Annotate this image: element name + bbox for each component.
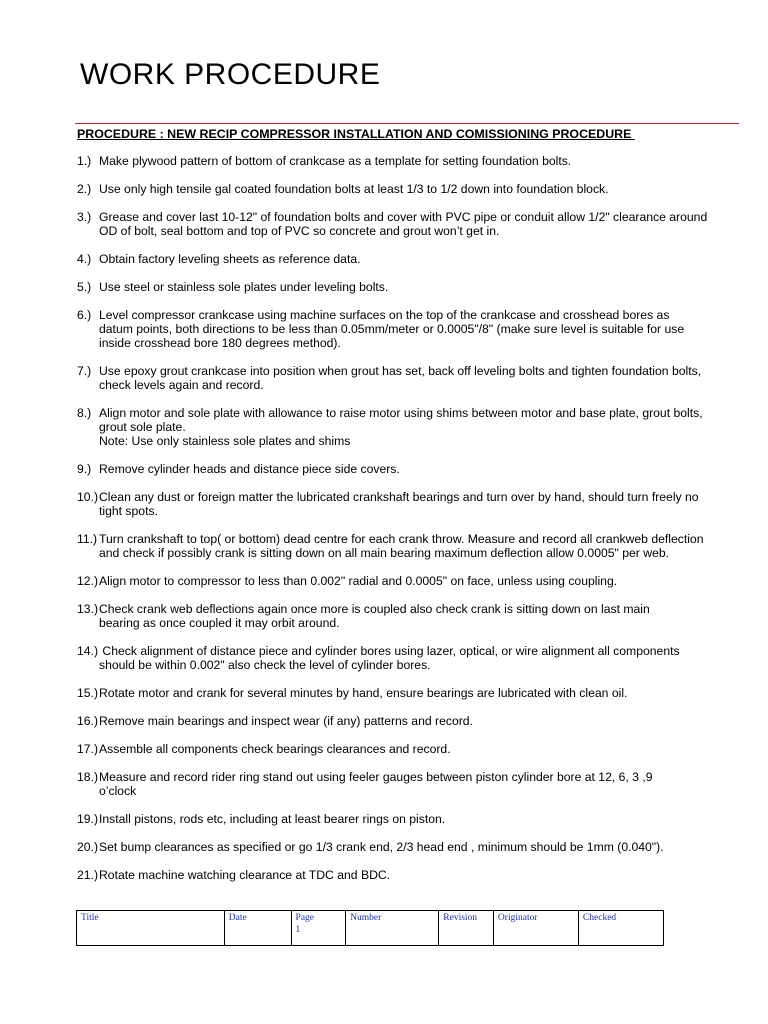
- step-text: [99, 602, 749, 630]
- document-title: WORK PROCEDURE: [80, 58, 381, 91]
- step-text-line: inside crosshead bore 180 degrees method).: [99, 336, 341, 351]
- step-text-line: Align motor to compressor to less than 0.002" radial and 0.0005" on face, unless using coupling.: [99, 574, 618, 588]
- step-text-line: Obtain factory leveling sheets as reference data.: [99, 252, 361, 266]
- step-text-line: Make plywood pattern of bottom of crankcase as a template for setting foundation bolts.: [99, 154, 572, 168]
- step-number: 14.): [77, 644, 99, 658]
- step-number: 8.): [77, 406, 92, 420]
- step-text: [99, 742, 749, 756]
- footer-originator-label: Originator: [497, 913, 538, 923]
- step-text-line: Install pistons, rods etc, including at least bearer rings on piston.: [99, 812, 446, 826]
- footer-checked-cell: [578, 911, 663, 946]
- step-text-line: and check if possibly crank is sitting down on all main bearing maximum deflection allow 0.0005" per web.: [99, 546, 669, 561]
- step-number: 10.): [77, 490, 99, 504]
- step-text-line: datum points, both directions to be less than 0.05mm/meter or 0.0005"/8" (make sure level is suitable for use: [99, 322, 685, 337]
- step-text: [99, 714, 749, 728]
- footer-page-cell: [291, 911, 346, 946]
- step-text-line: Check alignment of distance piece and cylinder bores using lazer, optical, or wire alignment all components: [99, 644, 680, 658]
- step-text: [99, 770, 749, 798]
- step-text-line: Use only high tensile gal coated foundation bolts at least 1/3 to 1/2 down into foundation block.: [99, 182, 609, 196]
- step-text-line: Rotate motor and crank for several minutes by hand, ensure bearings are lubricated with clean oil.: [99, 686, 628, 700]
- step-number: 5.): [77, 280, 92, 294]
- step-number: 2.): [77, 182, 92, 196]
- step-number: 21.): [77, 868, 99, 882]
- step-text-line: o’clock: [99, 784, 137, 799]
- step-text-line: Rotate machine watching clearance at TDC and BDC.: [99, 868, 391, 882]
- step-text-line: Level compressor crankcase using machine surfaces on the top of the crankcase and crosshead bores as: [99, 308, 670, 322]
- step-text-line: bearing as once coupled it may orbit around.: [99, 616, 340, 631]
- step-text: [99, 252, 749, 266]
- step-number: 3.): [77, 210, 92, 224]
- faint-header-mark: [560, 72, 730, 86]
- step-number: 1.): [77, 154, 92, 168]
- step-number: 4.): [77, 252, 92, 266]
- step-text: [99, 280, 749, 294]
- footer-page-label: Page: [295, 913, 314, 923]
- step-text-line: Note: Use only stainless sole plates and shims: [99, 434, 351, 449]
- footer-originator-cell: [493, 911, 578, 946]
- step-text: [99, 364, 749, 392]
- step-text-line: Assemble all components check bearings clearances and record.: [99, 742, 451, 756]
- step-number: 18.): [77, 770, 99, 784]
- step-text: [99, 644, 749, 672]
- step-text: [99, 490, 749, 518]
- step-text: [99, 574, 749, 588]
- step-number: 16.): [77, 714, 99, 728]
- step-number: 11.): [77, 532, 98, 546]
- step-text: [99, 210, 749, 238]
- footer-title-label: Title: [81, 913, 99, 923]
- step-text: [99, 840, 749, 854]
- step-text-line: Turn crankshaft to top( or bottom) dead centre for each crank throw. Measure and record all crankweb deflection: [99, 532, 704, 546]
- step-number: 7.): [77, 364, 92, 378]
- step-text: [99, 686, 749, 700]
- step-number: 9.): [77, 462, 92, 476]
- step-text-line: Use steel or stainless sole plates under leveling bolts.: [99, 280, 389, 294]
- step-text: [99, 812, 749, 826]
- footer-checked-label: Checked: [582, 913, 617, 923]
- procedure-heading: PROCEDURE : NEW RECIP COMPRESSOR INSTALLATION AND COMISSIONING PROCEDURE: [77, 127, 635, 141]
- step-text: [99, 868, 749, 882]
- step-number: 17.): [77, 742, 99, 756]
- footer-page-value: 1: [295, 925, 301, 935]
- step-number: 12.): [77, 574, 99, 588]
- step-text-line: Set bump clearances as specified or go 1/3 crank end, 2/3 head end , minimum should be 1mm (0.040").: [99, 840, 664, 854]
- step-text-line: Clean any dust or foreign matter the lubricated crankshaft bearings and turn over by hand, should turn freely no: [99, 490, 699, 504]
- step-number: 6.): [77, 308, 92, 322]
- footer-revision-label: Revision: [443, 913, 478, 923]
- step-text: [99, 154, 749, 168]
- step-text: [99, 462, 749, 476]
- step-text-line: Measure and record rider ring stand out using feeler gauges between piston cylinder bore at 12, 6, 3 ,9: [99, 770, 653, 784]
- footer-title-cell: [77, 911, 225, 946]
- step-text-line: Use epoxy grout crankcase into position when grout has set, back off leveling bolts and tighten foundation bolts,: [99, 364, 702, 378]
- title-divider: [75, 123, 739, 124]
- step-text: [99, 308, 749, 351]
- step-text-line: should be within 0.002" also check the level of cylinder bores.: [99, 658, 431, 673]
- step-text: [99, 182, 749, 196]
- step-text-line: grout sole plate.: [99, 420, 186, 435]
- step-text-line: Grease and cover last 10-12" of foundation bolts and cover with PVC pipe or conduit allow 1/2" clearance around: [99, 210, 708, 224]
- step-text-line: check levels again and record.: [99, 378, 264, 393]
- step-text: [99, 406, 749, 449]
- step-text-line: Check crank web deflections again once more is coupled also check crank is sitting down on last main: [99, 602, 650, 616]
- step-text: [99, 532, 749, 560]
- document-footer-table: [76, 910, 664, 946]
- step-text-line: tight spots.: [99, 504, 158, 519]
- step-number: 15.): [77, 686, 99, 700]
- step-text-line: Align motor and sole plate with allowance to raise motor using shims between motor and base plate, grout bolts,: [99, 406, 703, 420]
- footer-number-cell: [346, 911, 439, 946]
- step-number: 19.): [77, 812, 99, 826]
- step-text-line: Remove cylinder heads and distance piece side covers.: [99, 462, 400, 476]
- step-text-line: Remove main bearings and inspect wear (if any) patterns and record.: [99, 714, 473, 728]
- step-number: 13.): [77, 602, 99, 616]
- footer-date-cell: [224, 911, 291, 946]
- step-number: 20.): [77, 840, 99, 854]
- footer-date-label: Date: [228, 913, 247, 923]
- step-text-line: OD of bolt, seal bottom and top of PVC so concrete and grout won’t get in.: [99, 224, 500, 239]
- footer-revision-cell: [439, 911, 494, 946]
- footer-number-label: Number: [350, 913, 382, 923]
